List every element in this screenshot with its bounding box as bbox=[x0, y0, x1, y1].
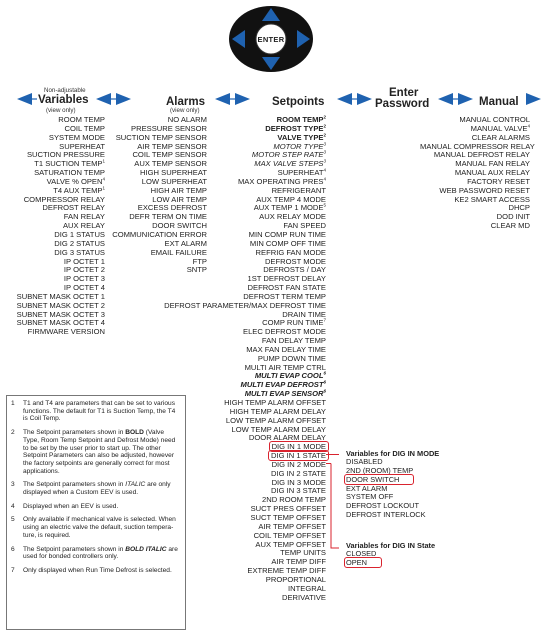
footnote-ref: 3 bbox=[323, 149, 326, 155]
dig_in_mode-option-label: DISABLED bbox=[346, 457, 383, 466]
variables-item-label: VALVE % OPEN$^4$ bbox=[46, 176, 105, 186]
setpoints-item-label: DEFROST MODE bbox=[264, 256, 326, 266]
alarms-subtitle: (view only) bbox=[170, 107, 200, 114]
variables-item-label: AUX RELAY bbox=[62, 221, 105, 231]
footnote-text: T1 and T4 are parameters that can be set to various functions. The default for T1 is Suction Temp, the T4 is Coil Temp. bbox=[23, 400, 176, 423]
manual-item-label: CLEAR ALARMS bbox=[471, 132, 530, 142]
manual-item-label: MANUAL DEFROST RELAY bbox=[433, 150, 530, 160]
setpoints-item-label: MULTI AIR TEMP CTRL bbox=[244, 362, 326, 372]
alarms-item-label: COIL TEMP SENSOR bbox=[132, 150, 207, 160]
footnote-ref: 4 bbox=[323, 167, 326, 173]
variables-item-label: SATURATION TEMP bbox=[34, 168, 105, 178]
footnote-ref: 1 bbox=[102, 158, 105, 164]
manual-header[interactable]: Manual bbox=[479, 96, 519, 108]
variables-item[interactable] bbox=[0, 328, 105, 337]
variables-item-label: FIRMWARE VERSION bbox=[27, 327, 105, 337]
setpoints-item-label: EXTREME TEMP DIFF bbox=[247, 566, 326, 576]
variables-item-label: SUBNET MASK OCTET 4 bbox=[16, 318, 105, 328]
variables-item-label: COIL TEMP bbox=[64, 123, 105, 133]
alarms-item-label: EXT ALARM bbox=[164, 238, 207, 248]
variables-item-label: SYSTEM MODE bbox=[48, 132, 105, 142]
footnote-number: 4 bbox=[11, 502, 15, 510]
alarms-item-label: HIGH SUPERHEAT bbox=[140, 168, 207, 178]
setpoints-item-label: AUX TEMP OFFSET bbox=[255, 539, 326, 549]
setpoints-item-label: DEFROST TYPE$^2$ bbox=[265, 123, 326, 133]
footnote-text: The Setpoint parameters shown in bbox=[23, 481, 126, 489]
dig_in_state-option[interactable] bbox=[346, 559, 435, 568]
footnote-ref: 7 bbox=[323, 317, 326, 323]
setpoints-item-label: COMP RUN TIME$^7$ bbox=[262, 317, 326, 328]
setpoints-item-label: COIL TEMP OFFSET bbox=[253, 530, 326, 540]
dig_in_mode-option-label: DEFROST LOCKOUT bbox=[346, 501, 419, 511]
dig-in-connector-lines bbox=[323, 451, 343, 555]
setpoints-item-label: TEMP UNITS bbox=[280, 548, 326, 558]
setpoints-item-label: LOW TEMP ALARM OFFSET bbox=[225, 415, 326, 425]
variables-item-label: IP OCTET 4 bbox=[63, 283, 105, 293]
setpoints-item-label: PROPORTIONAL bbox=[265, 574, 326, 584]
dig_in_mode-option-label: 2ND (ROOM) TEMP bbox=[346, 465, 414, 475]
alarms-item-label: EMAIL FAILURE bbox=[150, 247, 207, 257]
dig_in_state-option-label: OPEN bbox=[344, 557, 382, 568]
variables-item-label: COMPRESSOR RELAY bbox=[23, 194, 105, 204]
footnote-text: (Valve Type, Room Temp Setpoint and Defrost Mode) need to be set by the user prior to start up. The other Setpoint Parameters can also be adjusted, however the factory setpoints are generally correct for most applications. bbox=[23, 429, 176, 475]
setpoints-item-label: DEFROSTS / DAY bbox=[263, 265, 326, 275]
setpoints-item-label: REFRIG FAN MODE bbox=[255, 247, 326, 257]
variables-item-label: T1 SUCTION TEMP$^1$ bbox=[34, 158, 105, 169]
setpoints-item-label: DIG IN 3 MODE bbox=[271, 477, 326, 487]
manual-item-label: KE2 SMART ACCESS bbox=[454, 194, 530, 204]
variables-item-label: DEFROST RELAY bbox=[42, 203, 105, 213]
variables-item-label: SUBNET MASK OCTET 3 bbox=[16, 309, 105, 319]
manual-item-label: MANUAL COMPRESSOR RELAY bbox=[420, 141, 535, 151]
footnote-ref: 6 bbox=[323, 379, 326, 385]
setpoints-item-label: DEFROST FAN STATE bbox=[247, 283, 326, 293]
setpoints-item-label: AUX RELAY MODE bbox=[259, 212, 326, 222]
footnote-ref: 2 bbox=[323, 114, 326, 120]
dig-in-state-panel bbox=[346, 541, 435, 568]
variables-item-label: IP OCTET 3 bbox=[63, 274, 105, 284]
alarms-item-label: SUCTION TEMP SENSOR bbox=[115, 132, 207, 142]
manual-item-label: MANUAL AUX RELAY bbox=[454, 168, 530, 178]
setpoints-item-label: ROOM TEMP$^2$ bbox=[276, 114, 326, 124]
manual-item-label: WEB PASSWORD RESET bbox=[439, 185, 530, 195]
footnote-number: 2 bbox=[11, 429, 15, 437]
variables-item-label: DIG 3 STATUS bbox=[54, 247, 105, 257]
arrow-right-icon[interactable] bbox=[235, 93, 250, 105]
setpoints-item-label: MULTI EVAP COOL$^6$ bbox=[254, 370, 326, 381]
variables-item-label: SUCTION PRESSURE bbox=[26, 150, 105, 160]
setpoints-item-label: SUPERHEAT$^4$ bbox=[277, 167, 326, 178]
enter-button-label: ENTER bbox=[257, 35, 285, 44]
dig-in-mode-title: Variables for DIG IN MODE bbox=[346, 449, 440, 458]
alarms-item-label: LOW SUPERHEAT bbox=[141, 176, 207, 186]
setpoints-item-label: FAN DELAY TEMP bbox=[261, 336, 326, 346]
setpoints-item-label: DIG IN 3 STATE bbox=[271, 486, 326, 496]
manual-list bbox=[420, 115, 535, 231]
setpoints-item-label: MAX FAN DELAY TIME bbox=[246, 344, 326, 354]
variables-subtitle: (view only) bbox=[46, 107, 76, 114]
manual-item[interactable] bbox=[420, 222, 530, 231]
enter-password-header-line1[interactable]: Enter bbox=[389, 87, 419, 99]
setpoints-item-label: ELEC DEFROST MODE bbox=[243, 327, 326, 337]
alarms-item-label: AIR TEMP SENSOR bbox=[137, 141, 207, 151]
alarms-item-label: AUX TEMP SENSOR bbox=[134, 159, 207, 169]
arrow-left-icon[interactable] bbox=[337, 93, 352, 105]
footnote-ref: 3 bbox=[323, 158, 326, 164]
setpoints-item-label: REFRIGERANT bbox=[271, 185, 326, 195]
footnote-number: 5 bbox=[11, 516, 15, 524]
setpoints-item-label: MAX VALVE STEPS$^3$ bbox=[254, 158, 326, 169]
setpoints-item-label: MULTI EVAP SENSOR$^6$ bbox=[244, 388, 326, 399]
footnote-text: ITALIC bbox=[125, 481, 146, 489]
setpoints-item-label: DRAIN TIME bbox=[282, 309, 326, 319]
arrow-right-icon[interactable] bbox=[357, 93, 372, 105]
dig_in_mode-option-label: DEFROST INTERLOCK bbox=[346, 510, 426, 520]
footnotes-panel bbox=[6, 395, 186, 630]
footnote-ref: 2 bbox=[323, 123, 326, 129]
manual-item-label: DOD INIT bbox=[496, 212, 530, 222]
manual-item-label: CLEAR MD bbox=[490, 221, 530, 231]
variables-item-label: IP OCTET 2 bbox=[63, 265, 105, 275]
footnote bbox=[11, 429, 181, 475]
footnote-ref: 3 bbox=[323, 141, 326, 146]
footnote-text: Only available if mechanical valve is selected. When using an electric valve the default, suction tempera-ture, is required. bbox=[23, 516, 176, 539]
variables-item-label: DIG 2 STATUS bbox=[54, 238, 105, 248]
footnote-ref: 4 bbox=[323, 176, 326, 182]
dig_in_mode-option-label: EXT ALARM bbox=[346, 483, 388, 493]
footnote bbox=[11, 567, 181, 575]
footnote bbox=[11, 481, 181, 496]
setpoints-item-label: AIR TEMP OFFSET bbox=[258, 521, 326, 531]
setpoints-item-label: PUMP DOWN TIME bbox=[257, 353, 326, 363]
footnote-number: 7 bbox=[11, 566, 15, 574]
footnote-text: are only displayed when a Custom EEV is used. bbox=[23, 481, 171, 497]
dig-in-mode-panel bbox=[346, 449, 439, 520]
setpoints-item-label: LOW TEMP ALARM DELAY bbox=[231, 424, 326, 434]
footnote-number: 1 bbox=[11, 400, 15, 407]
header-navigation-arrows bbox=[0, 88, 542, 112]
setpoints-item-label: DIG IN 1 STATE bbox=[268, 450, 329, 461]
manual-item-label: DHCP bbox=[508, 203, 530, 213]
manual-item-label: MANUAL FAN RELAY bbox=[455, 159, 530, 169]
setpoints-item-label: MIN COMP RUN TIME bbox=[248, 229, 326, 239]
setpoints-item-label: SUCT PRES OFFSET bbox=[250, 504, 326, 514]
arrow-left-icon[interactable] bbox=[17, 93, 32, 105]
setpoints-item-label: MAX OPERATING PRES$^4$ bbox=[237, 176, 326, 186]
manual-item-label: FACTORY RESET bbox=[467, 176, 530, 186]
variables-item-label: T4 AUX TEMP$^1$ bbox=[53, 185, 105, 195]
arrow-left-icon[interactable] bbox=[438, 93, 453, 105]
alarms-item-label: DOOR SWITCH bbox=[152, 221, 207, 231]
setpoints-item-label: DEFROST PARAMETER/MAX DEFROST TIME bbox=[164, 300, 326, 310]
footnote bbox=[11, 546, 181, 561]
alarms-item-label: LOW AIR TEMP bbox=[152, 194, 207, 204]
arrow-right-icon[interactable] bbox=[116, 93, 131, 105]
setpoints-item-label: DERIVATIVE bbox=[281, 592, 326, 602]
dig_in_state-option-label: CLOSED bbox=[346, 549, 377, 558]
footnote bbox=[11, 516, 181, 539]
arrow-right-icon[interactable] bbox=[458, 93, 473, 105]
setpoints-item-label: MOTOR STEP RATE$^3$ bbox=[251, 149, 326, 160]
setpoints-item-label: AUX TEMP 4 MODE bbox=[256, 194, 326, 204]
alarms-item-label: SNTP bbox=[186, 265, 207, 275]
setpoints-item-label: AUX TEMP 1 MODE$^5$ bbox=[253, 202, 326, 213]
variables-list bbox=[0, 116, 105, 337]
variables-item-label: FAN RELAY bbox=[63, 212, 105, 222]
variables-top-note: Non-adjustable bbox=[44, 87, 86, 94]
footnote-ref: 2 bbox=[323, 132, 326, 138]
manual-item-label: MANUAL VALVE$^4$ bbox=[470, 123, 530, 133]
footnote-ref: 6 bbox=[323, 370, 326, 376]
variables-header[interactable]: Variables bbox=[38, 94, 89, 106]
alarms-item-label: FTP bbox=[192, 256, 207, 266]
variables-item-label: SUPERHEAT bbox=[59, 141, 105, 151]
alarms-item-label: EXCESS DEFROST bbox=[137, 203, 207, 213]
setpoints-item-label: DIG IN 2 STATE bbox=[271, 468, 326, 478]
footnote-text: BOLD ITALIC bbox=[125, 545, 167, 553]
variables-item-label: IP OCTET 1 bbox=[63, 256, 105, 266]
alarms-item-label: DEFR TERM ON TIME bbox=[129, 212, 207, 222]
setpoints-item-label: HIGH TEMP ALARM OFFSET bbox=[224, 398, 326, 407]
setpoints-item-label: MOTOR TYPE$^3$ bbox=[273, 141, 326, 151]
alarms-item-label: PRESSURE SENSOR bbox=[131, 123, 207, 133]
footnote-number: 3 bbox=[11, 481, 15, 489]
footnote-ref: 1 bbox=[102, 185, 105, 191]
setpoints-item-label: MIN COMP OFF TIME bbox=[249, 238, 326, 248]
setpoints-item-label: DEFROST TERM TEMP bbox=[243, 291, 326, 301]
setpoints-item-label: AIR TEMP DIFF bbox=[271, 557, 326, 567]
enter-password-header-line2[interactable]: Password bbox=[375, 98, 430, 110]
setpoints-item-label: VALVE TYPE$^2$ bbox=[277, 132, 326, 142]
footnote-text: Displayed when an EEV is used. bbox=[23, 502, 119, 510]
setpoints-item-label: SUCT TEMP OFFSET bbox=[250, 512, 326, 522]
footnote-ref: 5 bbox=[323, 202, 326, 208]
footnote bbox=[11, 400, 181, 423]
footnote-text: Only displayed when Run Time Defrost is selected. bbox=[23, 566, 172, 574]
variables-item-label: SUBNET MASK OCTET 1 bbox=[16, 291, 105, 301]
variables-item-label: ROOM TEMP bbox=[58, 115, 105, 124]
variables-item-label: SUBNET MASK OCTET 2 bbox=[16, 300, 105, 310]
alarms-header[interactable]: Alarms bbox=[166, 96, 205, 108]
alarms-item-label: NO ALARM bbox=[167, 115, 207, 124]
footnote-text: BOLD bbox=[125, 429, 144, 437]
alarms-item-label: HIGH AIR TEMP bbox=[150, 185, 207, 195]
arrow-left-icon[interactable] bbox=[96, 93, 111, 105]
dig-in-state-title: Variables for DIG IN State bbox=[346, 541, 436, 550]
manual-item-label: MANUAL CONTROL bbox=[459, 115, 530, 124]
footnote-ref: 4 bbox=[527, 123, 530, 129]
setpoints-item-label: MULTI EVAP DEFROST$^6$ bbox=[240, 379, 326, 390]
setpoints-item-label: 2ND ROOM TEMP bbox=[262, 495, 326, 505]
setpoints-item-label: INTEGRAL bbox=[288, 583, 326, 593]
footnote-ref: 6 bbox=[323, 388, 326, 394]
setpoints-item-label: DOOR ALARM DELAY bbox=[248, 433, 326, 443]
setpoints-item-label: FAN SPEED bbox=[283, 221, 326, 231]
setpoints-item-label: DIG IN 1 MODE bbox=[269, 441, 329, 452]
footnote-text: are used for bonded controllers only. bbox=[23, 545, 178, 561]
variables-item-label: DIG 1 STATUS bbox=[54, 229, 105, 239]
dig_in_mode-option[interactable] bbox=[346, 511, 439, 520]
footnote-text: The Setpoint parameters shown in bbox=[23, 545, 126, 553]
footnote-text: The Setpoint parameters shown in bbox=[23, 429, 126, 437]
setpoints-item-label: DIG IN 2 MODE bbox=[271, 459, 326, 469]
setpoints-item-label: 1ST DEFROST DELAY bbox=[247, 274, 326, 284]
arrow-left-icon[interactable] bbox=[215, 93, 230, 105]
dig_in_mode-option-label: DOOR SWITCH bbox=[344, 474, 414, 485]
footnote-number: 6 bbox=[11, 545, 15, 553]
setpoints-item-label: HIGH TEMP ALARM DELAY bbox=[229, 406, 326, 416]
alarms-item-label: COMMUNICATION ERROR bbox=[112, 229, 207, 239]
setpoints-header[interactable]: Setpoints bbox=[272, 96, 325, 108]
dig_in_mode-option-label: SYSTEM OFF bbox=[346, 492, 394, 502]
footnote bbox=[11, 503, 181, 511]
arrow-right-icon[interactable] bbox=[526, 93, 541, 105]
footnote-ref: 4 bbox=[102, 176, 105, 182]
